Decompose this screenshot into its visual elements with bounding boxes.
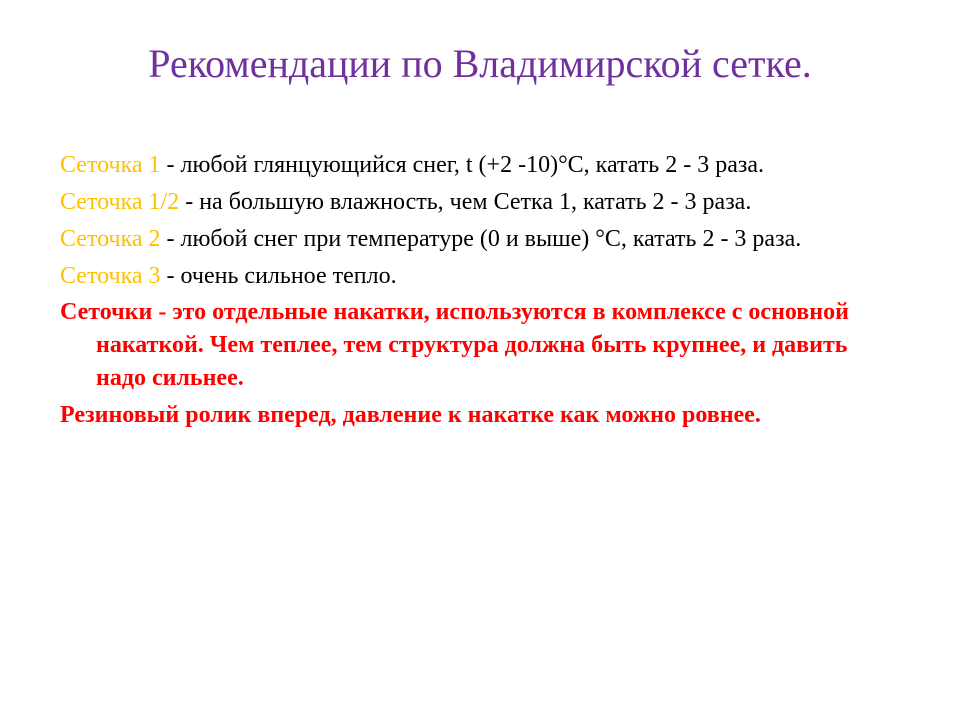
list-item-grid-half [60,185,900,219]
list-item-grid-1 [60,148,900,182]
list-item-grid-2 [60,222,900,256]
item-label: Сеточка 1/2 [60,189,180,215]
note-rubber-roller: Резиновый ролик вперед, давление к накатке как можно ровнее. [60,402,761,428]
slide-title: Рекомендации по Владимирской сетке. [148,41,812,86]
item-label: Сеточка 3 [60,263,161,289]
item-text: - любой снег при температуре (0 и выше) °С, катать 2 - 3 раза. [160,226,802,252]
slide-body [60,148,900,435]
item-label: Сеточка 1 [60,152,161,178]
item-text: - на большую влажность, чем Сетка 1, катать 2 - 3 раза. [179,189,752,215]
item-label: Сеточка 2 [60,226,161,252]
list-item-grid-3 [60,259,900,293]
note-grid-usage: Сеточки - это отдельные накатки, используются в комплексе с основной накаткой. Чем теплее, тем структура должна быть крупнее, и давить надо сильнее. [60,299,849,391]
item-text: - любой глянцующийся снег, t (+2 -10)°С, катать 2 - 3 раза. [160,152,765,178]
item-text: - очень сильное тепло. [160,263,397,289]
